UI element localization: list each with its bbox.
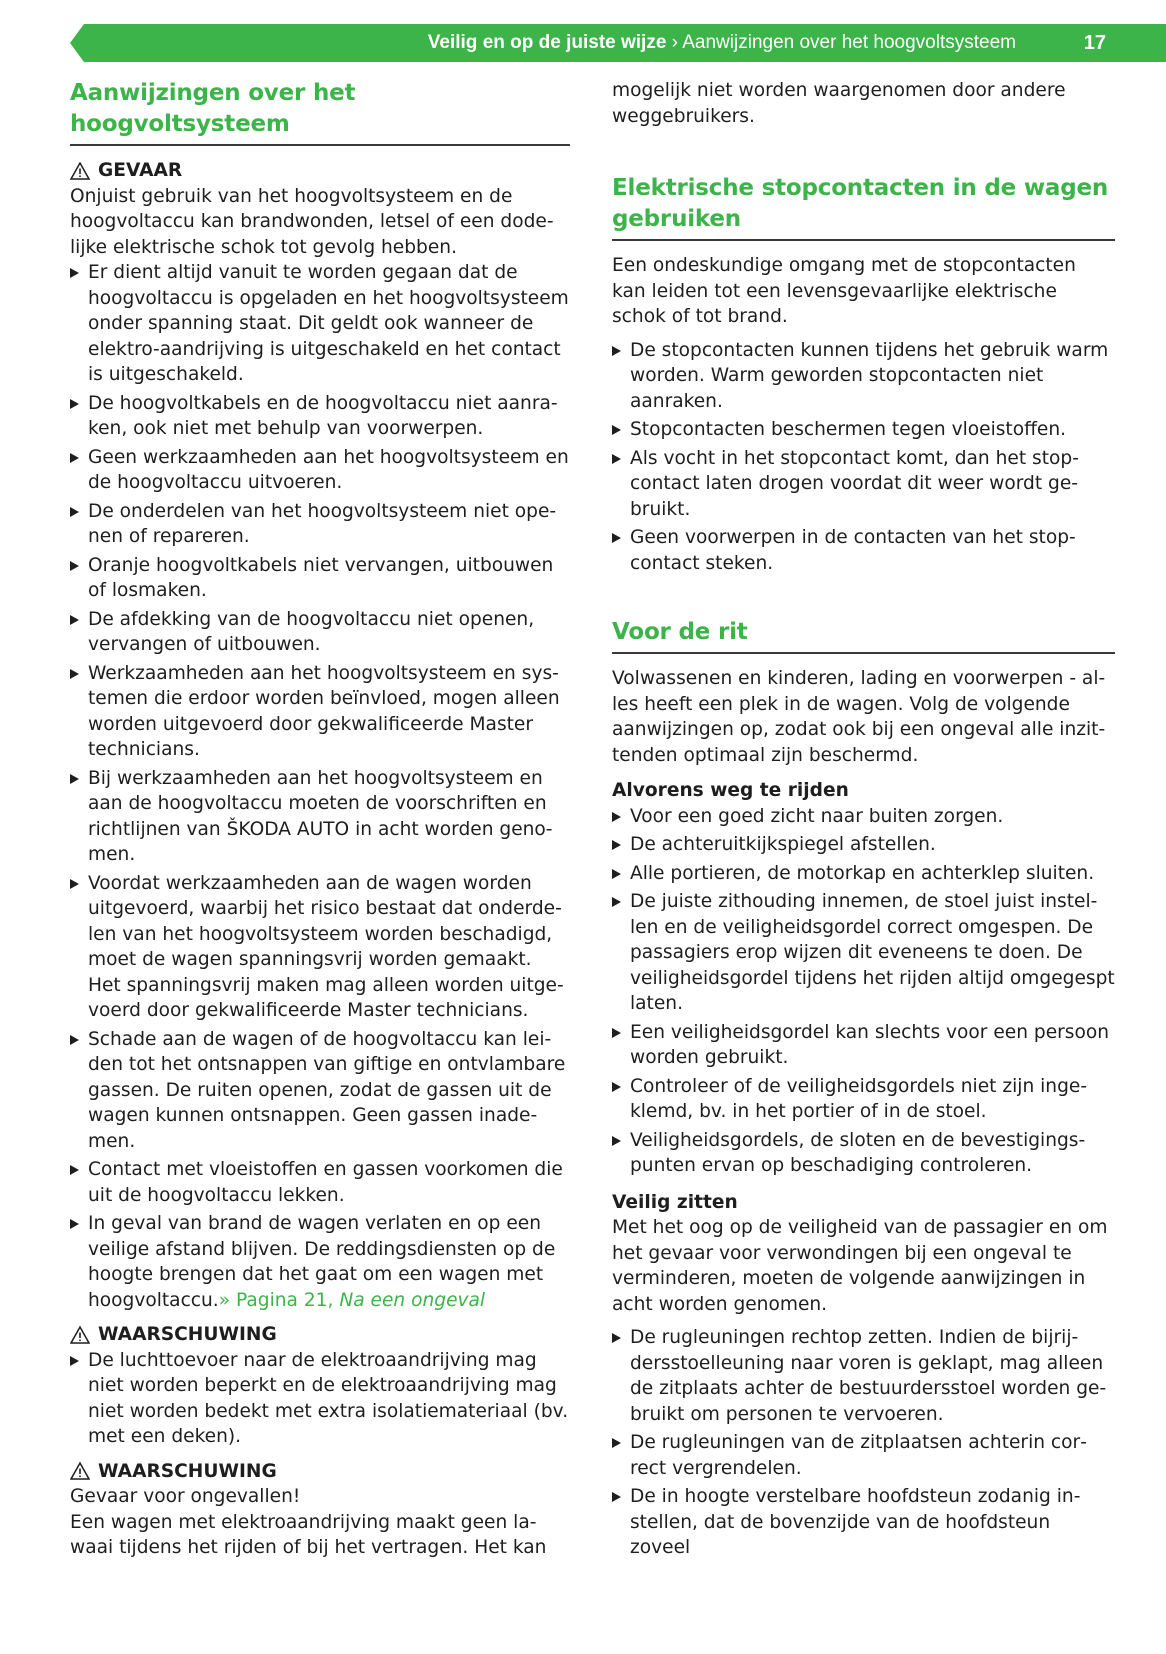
- bullet-arrow-icon: [70, 453, 79, 463]
- bullet-arrow-icon: [612, 1333, 621, 1343]
- list-item: Geen werkzaamheden aan het hoogvoltsysteem en de hoogvoltaccu uitvoeren.: [70, 445, 570, 496]
- safe-seating-list: [612, 1325, 1115, 1561]
- list-item: Controleer of de veiligheidsgordels niet zijn ingeklemd, bv. in het portier of in de stoel.: [612, 1074, 1115, 1125]
- bullet-arrow-icon: [70, 1165, 79, 1175]
- list-item: De stopcontacten kunnen tijdens het gebruik warm worden. Warm geworden stopcontacten niet aanraken.: [612, 338, 1115, 415]
- bullet-arrow-icon: [612, 1136, 621, 1146]
- list-item: Voor een goed zicht naar buiten zorgen.: [612, 804, 1115, 830]
- bullet-arrow-icon: [612, 346, 621, 356]
- list-item: De onderdelen van het hoogvoltsysteem niet openen of repareren.: [70, 499, 570, 550]
- header-bar: [70, 24, 1166, 62]
- bullet-arrow-icon: [612, 1438, 621, 1448]
- danger-label: GEVAAR: [98, 160, 183, 181]
- list-item: In geval van brand de wagen verlaten en op een veilige afstand blijven. De reddingsdiensten op de hoogte brengen dat het gaat om een wagen met hoogvoltaccu.» Pagina 21, Na een ongeval: [70, 1211, 570, 1313]
- continuation-text: mogelijk niet worden waargenomen door andere weggebruikers.: [612, 80, 1066, 127]
- list-item: Schade aan de wagen of de hoogvoltaccu kan leiden tot het ontsnappen van giftige en ontvlambare gassen. De ruiten openen, zodat de gassen uit de wagen kunnen ontsnappen. Geen gassen inademen.: [70, 1027, 570, 1155]
- left-column: [70, 78, 570, 1561]
- bullet-arrow-icon: [70, 561, 79, 571]
- warning-heading-2: [70, 1459, 570, 1485]
- list-item: Veiligheidsgordels, de sloten en de bevestigingspunten ervan op beschadiging controleren.: [612, 1128, 1115, 1179]
- warning-triangle-icon: [70, 162, 90, 180]
- bullet-arrow-icon: [70, 615, 79, 625]
- list-item: Oranje hoogvoltkabels niet vervangen, uitbouwen of losmaken.: [70, 553, 570, 604]
- warning-list: [70, 1348, 570, 1450]
- warning-text-line1: Gevaar voor ongevallen!: [70, 1486, 301, 1507]
- list-item: Contact met vloeistoffen en gassen voorkomen die uit de hoogvoltaccu lekken.: [70, 1157, 570, 1208]
- bullet-arrow-icon: [612, 812, 621, 822]
- bullet-arrow-icon: [612, 1028, 621, 1038]
- bullet-arrow-icon: [70, 1035, 79, 1045]
- sockets-intro: Een ondeskundige omgang met de stopcontacten kan leiden tot een levensgevaarlijke elektrische schok of tot brand.: [612, 255, 1076, 327]
- before-ride-intro: Volwassenen en kinderen, lading en voorwerpen - alles heeft een plek in de wagen. Volg de volgende aanwijzingen op, zodat ook bij een ongeval alle inzittenden optimaal zijn beschermd.: [612, 668, 1106, 766]
- bullet-arrow-icon: [612, 869, 621, 879]
- danger-intro: Onjuist gebruik van het hoogvoltsysteem en de hoogvoltaccu kan brandwonden, letsel of een dodelijke elektrische schok tot gevolg hebben.: [70, 185, 554, 258]
- sockets-list: [612, 338, 1115, 577]
- list-item: De luchttoevoer naar de elektroaandrijving mag niet worden beperkt en de elektroaandrijving mag niet worden bedekt met extra isolatiemateriaal (bv. met een deken).: [70, 1348, 570, 1450]
- safe-seating-intro: Met het oog op de veiligheid van de passagier en om het gevaar voor verwondingen bij een ongeval te verminderen, moeten de volgende aanwijzingen in acht worden genomen.: [612, 1217, 1108, 1315]
- list-item: Als vocht in het stopcontact komt, dan het stopcontact laten drogen voordat dit weer wordt gebruikt.: [612, 446, 1115, 523]
- bullet-arrow-icon: [612, 1492, 621, 1502]
- page-number: 17: [1083, 32, 1106, 54]
- bullet-arrow-icon: [612, 840, 621, 850]
- bullet-arrow-icon: [70, 879, 79, 889]
- list-item: De afdekking van de hoogvoltaccu niet openen, vervangen of uitbouwen.: [70, 607, 570, 658]
- list-item: Alle portieren, de motorkap en achterklep sluiten.: [612, 861, 1115, 887]
- list-item: De achteruitkijkspiegel afstellen.: [612, 832, 1115, 858]
- section-title-hv-system: Aanwijzingen over het hoogvoltsysteem: [70, 78, 570, 146]
- warning-label: WAARSCHUWING: [98, 1324, 277, 1345]
- warning-triangle-icon: [70, 1326, 90, 1344]
- bullet-arrow-icon: [612, 1082, 621, 1092]
- list-item: Er dient altijd vanuit te worden gegaan dat de hoogvoltaccu is opgeladen en het hoogvoltsysteem onder spanning staat. Dit geldt ook wanneer de elektro-aandrijving is uitgeschakeld en het contact is uitgeschakeld.: [70, 260, 570, 388]
- list-item: Werkzaamheden aan het hoogvoltsysteem en systemen die erdoor worden beïnvloed, mogen alleen worden uitgevoerd door gekwalificeerde Master technicians.: [70, 661, 570, 763]
- breadcrumb-separator: ›: [666, 32, 683, 53]
- bullet-arrow-icon: [70, 399, 79, 409]
- danger-list: [70, 260, 570, 1313]
- warning-heading-1: [70, 1322, 570, 1348]
- warning-label: WAARSCHUWING: [98, 1460, 277, 1482]
- bullet-arrow-icon: [612, 454, 621, 464]
- warning-triangle-icon: [70, 1462, 90, 1480]
- subheading-before-driving: Alvorens weg te rijden: [612, 780, 849, 801]
- before-driving-list: [612, 804, 1115, 1179]
- bullet-arrow-icon: [612, 897, 621, 907]
- breadcrumb-page: Aanwijzingen over het hoogvoltsysteem: [682, 32, 1016, 53]
- warning-text-line2: Een wagen met elektroaandrijving maakt geen lawaai tijdens het rijden of bij het vertragen. Het kan: [70, 1511, 547, 1558]
- subheading-safe-seating: Veilig zitten: [612, 1191, 738, 1213]
- list-item: De in hoogte verstelbare hoofdsteun zodanig instellen, dat de bovenzijde van de hoofdsteun zoveel: [612, 1484, 1115, 1561]
- section-title-sockets: Elektrische stopcontacten in de wagen gebruiken: [612, 173, 1115, 241]
- danger-heading: [70, 158, 570, 184]
- list-item: Bij werkzaamheden aan het hoogvoltsysteem en aan de hoogvoltaccu moeten de voorschriften en richtlijnen van ŠKODA AUTO in acht worden genomen.: [70, 766, 570, 868]
- bullet-arrow-icon: [70, 1356, 79, 1366]
- right-column: [612, 78, 1115, 1564]
- list-item: Voordat werkzaamheden aan de wagen worden uitgevoerd, waarbij het risico bestaat dat onderdelen van het hoogvoltsysteem worden beschadigd, moet de wagen spanningsvrij worden gemaakt. Het spanningsvrij maken mag alleen worden uitgevoerd door gekwalificeerde Master technicians.: [70, 871, 570, 1024]
- bullet-arrow-icon: [612, 533, 621, 543]
- bullet-arrow-icon: [70, 774, 79, 784]
- list-item: De juiste zithouding innemen, de stoel juist instellen en de veiligheidsgordel correct omgespen. De passagiers erop wijzen dit eveneens te doen. De veiligheidsgordel tijdens het rijden altijd omgegespt laten.: [612, 889, 1115, 1017]
- list-item: De hoogvoltkabels en de hoogvoltaccu niet aanraken, ook niet met behulp van voorwerpen.: [70, 391, 570, 442]
- list-item: De rugleuningen van de zitplaatsen achterin correct vergrendelen.: [612, 1430, 1115, 1481]
- bullet-arrow-icon: [70, 669, 79, 679]
- bullet-arrow-icon: [612, 425, 621, 435]
- bullet-arrow-icon: [70, 507, 79, 517]
- list-item: De rugleuningen rechtop zetten. Indien de bijrijdersstoelleuning naar voren is geklapt, mag alleen de zitplaats achter de bestuurdersstoel worden gebruikt om personen te vervoeren.: [612, 1325, 1115, 1427]
- list-item: Geen voorwerpen in de contacten van het stopcontact steken.: [612, 525, 1115, 576]
- list-item: Een veiligheidsgordel kan slechts voor een persoon worden gebruikt.: [612, 1020, 1115, 1071]
- bullet-arrow-icon: [70, 1219, 79, 1229]
- page-reference-link[interactable]: » Pagina 21, Na een ongeval: [218, 1289, 486, 1311]
- section-title-before-ride: Voor de rit: [612, 617, 1115, 654]
- breadcrumb-section[interactable]: Veilig en op de juiste wijze: [427, 32, 667, 53]
- list-item: Stopcontacten beschermen tegen vloeistoffen.: [612, 417, 1115, 443]
- bullet-arrow-icon: [70, 268, 79, 278]
- breadcrumb: [428, 24, 1016, 62]
